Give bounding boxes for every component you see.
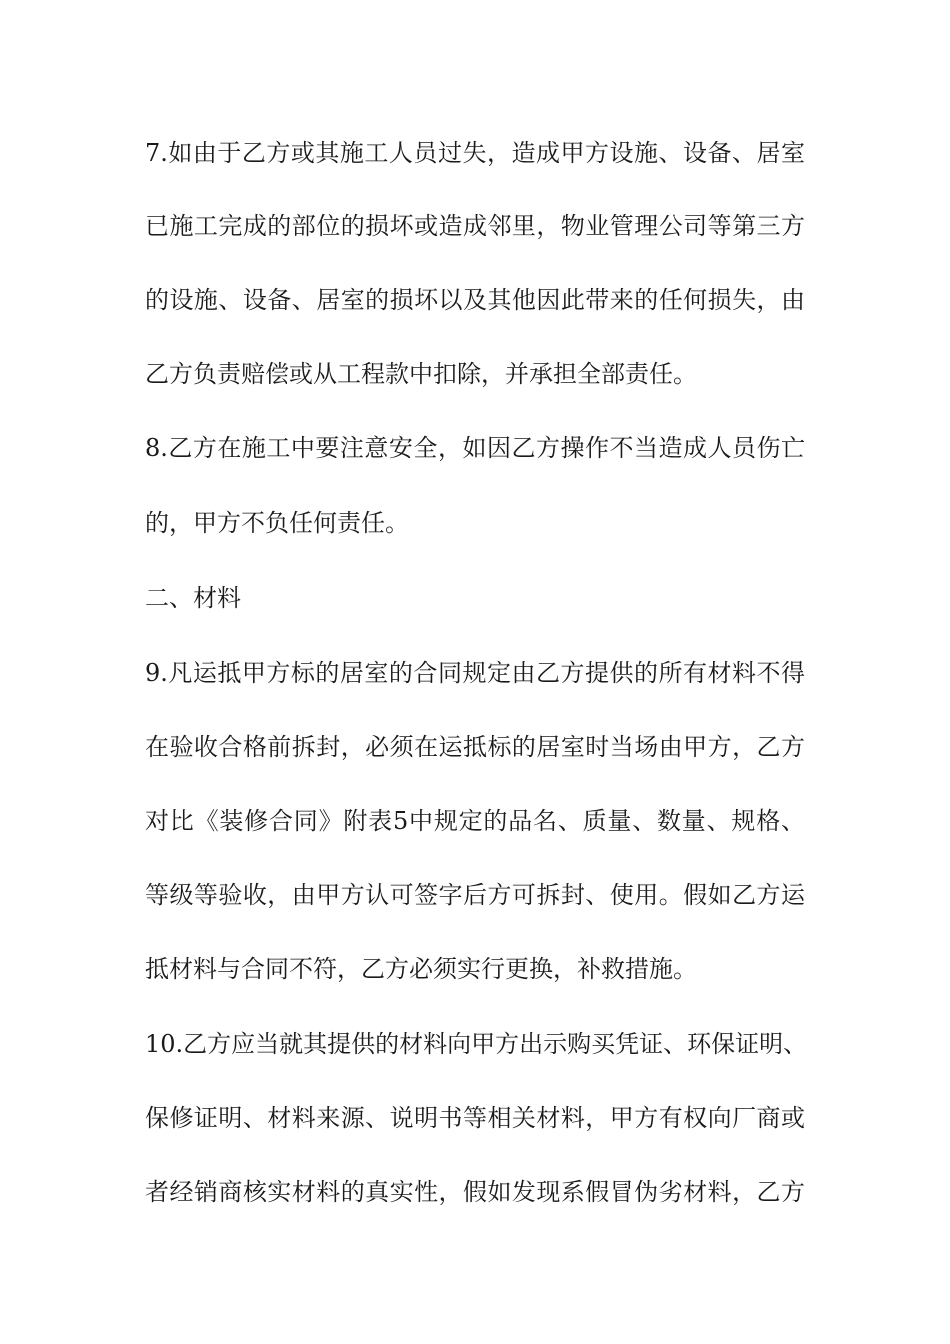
text-line-8: 9.凡运抵甲方标的居室的合同规定由乙方提供的所有材料不得 (145, 659, 805, 687)
text-line-2: 已施工完成的部位的损坏或造成邻里，物业管理公司等第三方 (145, 212, 805, 240)
text-line-11: 等级等验收，由甲方认可签字后方可拆封、使用。假如乙方运 (145, 881, 805, 909)
text-line-15: 者经销商核实材料的真实性，假如发现系假冒伪劣材料，乙方 (145, 1178, 805, 1206)
text-line-1: 7.如由于乙方或其施工人员过失，造成甲方设施、设备、居室 (145, 139, 805, 167)
text-line-12: 抵材料与合同不符，乙方必须实行更换，补救措施。 (145, 955, 697, 983)
text-line-4: 乙方负责赔偿或从工程款中扣除，并承担全部责任。 (145, 360, 697, 388)
text-line-3: 的设施、设备、居室的损坏以及其他因此带来的任何损失，由 (145, 286, 805, 314)
text-line-10: 对比《装修合同》附表5中规定的品名、质量、数量、规格、 (145, 807, 805, 835)
text-line-9: 在验收合格前拆封，必须在运抵标的居室时当场由甲方，乙方 (145, 733, 805, 761)
text-line-13: 10.乙方应当就其提供的材料向甲方出示购买凭证、环保证明、 (145, 1030, 808, 1058)
text-line-5: 8.乙方在施工中要注意安全，如因乙方操作不当造成人员伤亡 (145, 434, 805, 462)
text-line-14: 保修证明、材料来源、说明书等相关材料，甲方有权向厂商或 (145, 1104, 805, 1132)
section-heading-materials: 二、材料 (145, 584, 241, 612)
text-line-6: 的，甲方不负任何责任。 (145, 509, 409, 537)
